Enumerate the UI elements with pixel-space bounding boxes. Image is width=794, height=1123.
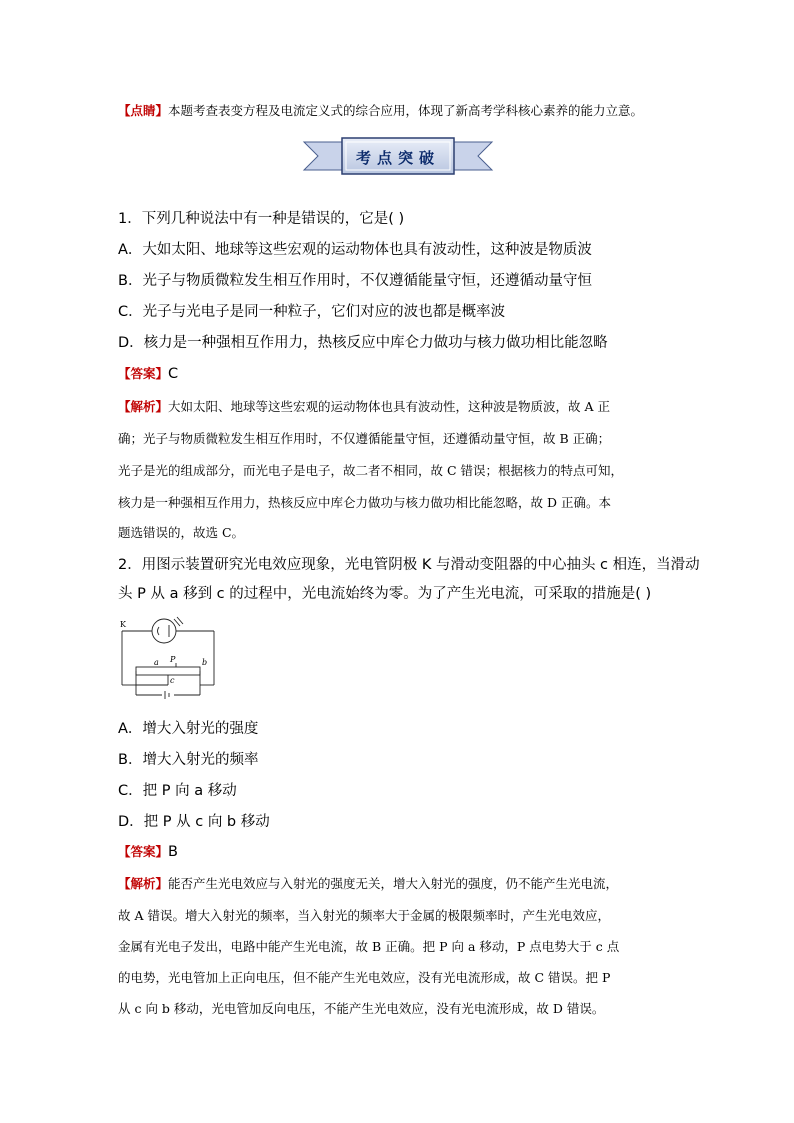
- tip-note: [118, 101, 643, 119]
- q1-stem: 1．下列几种说法中有一种是错误的，它是( ): [118, 211, 405, 227]
- q2-option-d: D．把 P 从 c 向 b 移动: [118, 814, 270, 830]
- q1-analysis-line-4: 核力是一种强相互作用力，热核反应中库仑力做功与核力做功相比能忽略，故 D 正确。本: [118, 495, 611, 510]
- q2-stem-line-1: 2．用图示装置研究光电效应现象，光电管阴极 K 与滑动变阻器的中心抽头 c 相连，当滑动: [118, 557, 700, 573]
- figure-label-b: b: [202, 658, 208, 667]
- q1-option-b: B．光子与物质微粒发生相互作用时，不仅遵循能量守恒，还遵循动量守恒: [118, 273, 592, 289]
- q2-stem-line-2: 头 P 从 a 移到 c 的过程中，光电流始终为零。为了产生光电流，可采取的措施是( ): [118, 586, 652, 602]
- q2-analysis-line-5: 从 c 向 b 移动，光电管加反向电压，不能产生光电效应，没有光电流形成，故 D 错误。: [118, 1001, 605, 1016]
- q1-analysis-line-3: 光子是光的组成部分，而光电子是电子，故二者不相同，故 C 错误；根据核力的特点可知，: [118, 463, 624, 478]
- figure-label-a: a: [154, 658, 159, 667]
- q1-answer-tag: 【答案】: [118, 366, 169, 381]
- tip-tag: 【点睛】: [118, 103, 169, 118]
- q2-analysis-tag: 【解析】: [118, 876, 169, 891]
- section-banner: [302, 136, 494, 178]
- q2-analysis-text-1: 能否产生光电效应与入射光的强度无关，增大入射光的强度，仍不能产生光电流，: [168, 876, 619, 891]
- q2-answer: [118, 842, 178, 860]
- figure-label-c: c: [170, 676, 175, 685]
- q2-analysis-line-3: 金属有光电子发出，电路中能产生光电流，故 B 正确。把 P 向 a 移动，P 点电势大于 c 点: [118, 939, 620, 954]
- q1-analysis-line-5: 题选错误的，故选 C。: [118, 525, 245, 540]
- figure-label-k: K: [120, 620, 126, 629]
- q1-analysis-tag: 【解析】: [118, 399, 169, 414]
- q2-option-a: A．增大入射光的强度: [118, 721, 259, 737]
- q2-answer-tag: 【答案】: [118, 844, 169, 859]
- q2-analysis-line-2: 故 A 错误。增大入射光的频率，当入射光的频率大于金属的极限频率时，产生光电效应，: [118, 908, 610, 923]
- banner-title: 考点突破: [355, 148, 440, 167]
- q1-analysis-line-1: [118, 397, 610, 415]
- q1-option-d: D．核力是一种强相互作用力，热核反应中库仑力做功与核力做功相比能忽略: [118, 335, 608, 351]
- figure-label-p: P: [170, 655, 176, 664]
- circuit-diagram-icon: [118, 615, 218, 707]
- q1-option-a: A．大如太阳、地球等这些宏观的运动物体也具有波动性，这种波是物质波: [118, 242, 592, 258]
- q1-analysis-line-2: 确；光子与物质微粒发生相互作用时，不仅遵循能量守恒，还遵循动量守恒，故 B 正确；: [118, 431, 611, 446]
- q2-analysis-line-4: 的电势，光电管加上正向电压，但不能产生光电效应，没有光电流形成，故 C 错误。把 P: [118, 970, 611, 985]
- q1-option-c: C．光子与光电子是同一种粒子，它们对应的波也都是概率波: [118, 304, 506, 320]
- q1-answer: [118, 364, 178, 382]
- tip-text: 本题考查表变方程及电流定义式的综合应用，体现了新高考学科核心素养的能力立意。: [168, 103, 644, 118]
- q2-analysis-line-1: [118, 874, 618, 892]
- q2-answer-value: B: [168, 844, 178, 860]
- photoelectric-circuit-figure: [118, 615, 218, 707]
- q1-answer-value: C: [168, 366, 179, 382]
- q2-option-c: C．把 P 向 a 移动: [118, 783, 237, 799]
- q2-option-b: B．增大入射光的频率: [118, 752, 259, 768]
- q1-analysis-text-1: 大如太阳、地球等这些宏观的运动物体也具有波动性，这种波是物质波，故 A 正: [168, 399, 610, 414]
